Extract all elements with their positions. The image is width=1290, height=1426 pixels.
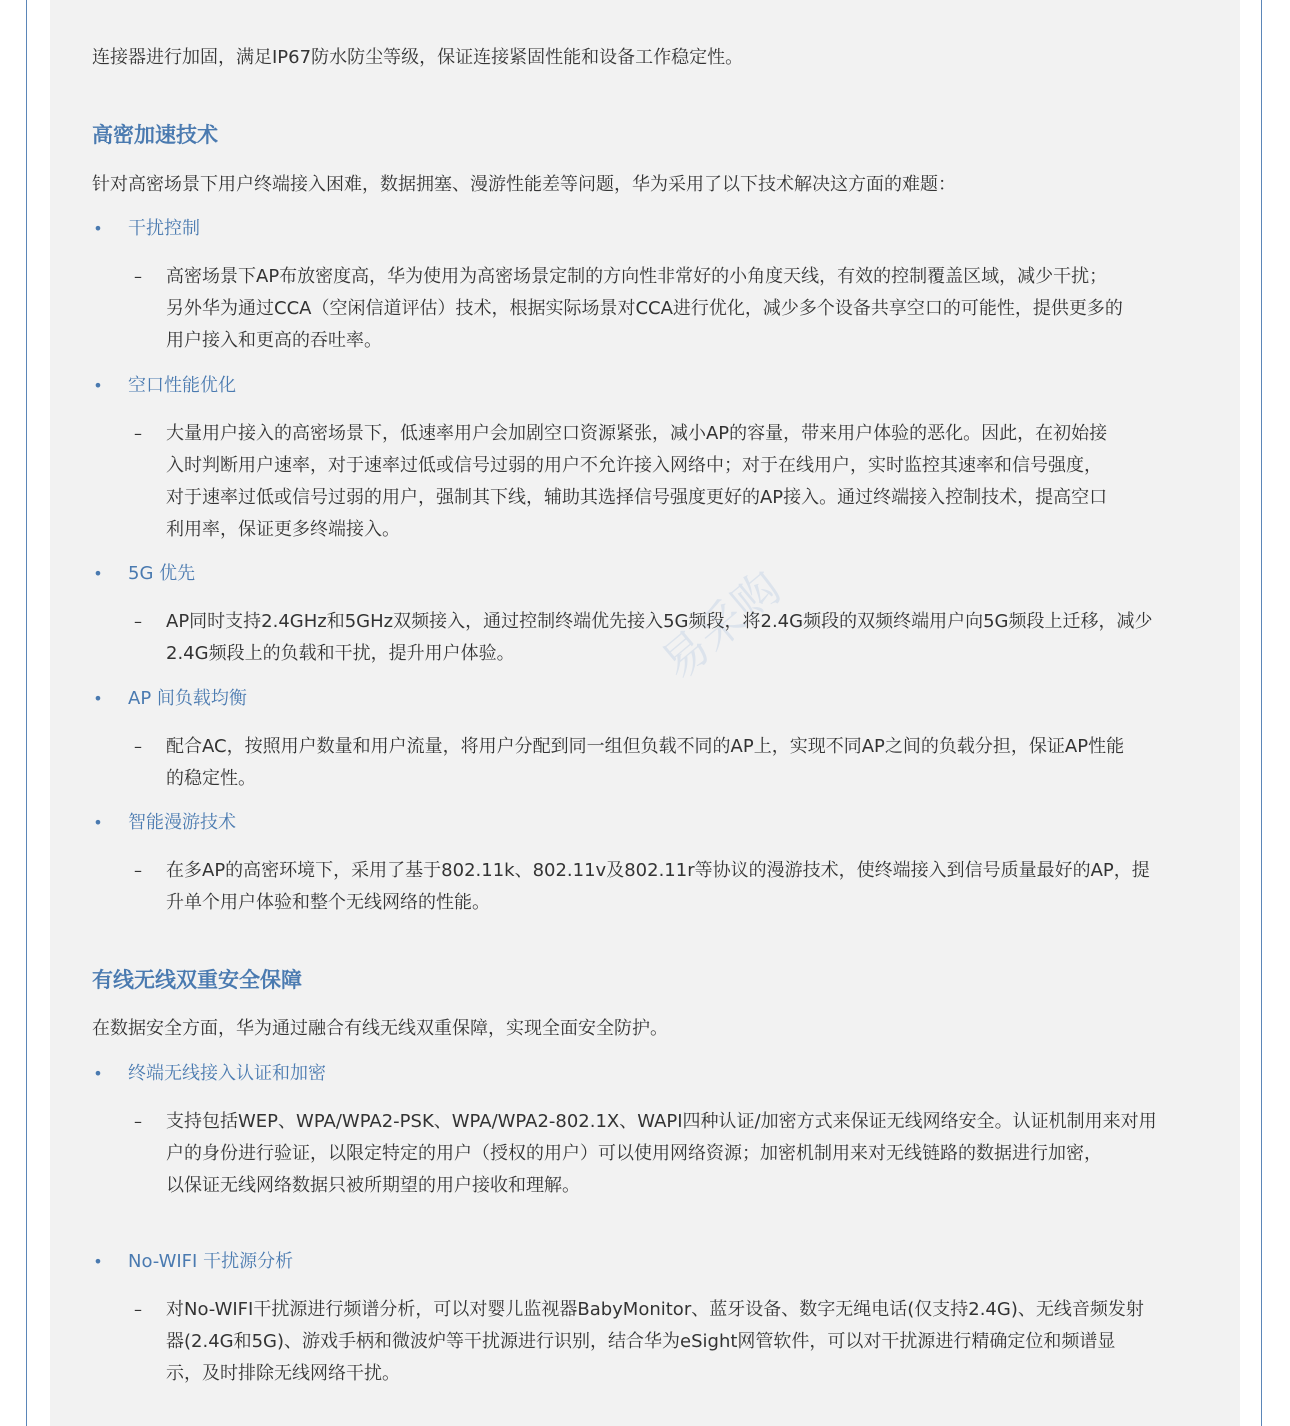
text-line: 器(2.4G和5G)、游戏手柄和微波炉等干扰源进行识别，结合华为eSight网管软件，可以对干扰源进行精确定位和频谱显 [166, 1331, 1116, 1352]
dash-icon: – [134, 737, 142, 756]
dash-icon: – [134, 861, 142, 880]
text-line: 利用率，保证更多终端接入。 [166, 519, 400, 540]
sub-item-text [166, 1106, 1200, 1202]
bullet-icon: • [93, 1252, 103, 1271]
section-heading-security: 有线无线双重安全保障 [92, 968, 302, 992]
text-line: 对于速率过低或信号过弱的用户，强制其下线，辅助其选择信号强度更好的AP接入。通过终端接入控制技术，提高空口 [166, 487, 1108, 508]
sub-item-text [166, 1294, 1200, 1390]
text-line: 用户接入和更高的吞吐率。 [166, 330, 382, 351]
list-item-label: 空口性能优化 [128, 375, 236, 396]
text-line: 2.4G频段上的负载和干扰，提升用户体验。 [166, 643, 515, 664]
section-lead-high-density: 针对高密场景下用户终端接入困难，数据拥塞、漫游性能差等问题，华为采用了以下技术解决这方面的难题： [92, 174, 956, 195]
bullet-icon: • [93, 813, 103, 832]
section-lead-security: 在数据安全方面，华为通过融合有线无线双重保障，实现全面安全防护。 [92, 1018, 668, 1039]
text-line: 户的身份进行验证，以限定特定的用户（授权的用户）可以使用网络资源；加密机制用来对无线链路的数据进行加密， [166, 1143, 1102, 1164]
dash-icon: – [134, 424, 142, 443]
text-line: 的稳定性。 [166, 768, 256, 789]
bullet-icon: • [93, 564, 103, 583]
text-line: 另外华为通过CCA（空闲信道评估）技术，根据实际场景对CCA进行优化，减少多个设备共享空口的可能性，提供更多的 [166, 298, 1123, 319]
bullet-icon: • [93, 1064, 103, 1083]
dash-icon: – [134, 612, 142, 631]
bullet-icon: • [93, 376, 103, 395]
intro-paragraph: 连接器进行加固，满足IP67防水防尘等级，保证连接紧固性能和设备工作稳定性。 [92, 47, 744, 68]
watermark: 易采购 [650, 560, 792, 691]
text-line: 支持包括WEP、WPA/WPA2-PSK、WPA/WPA2-802.1X、WAPI四种认证/加密方式来保证无线网络安全。认证机制用来对用 [166, 1111, 1157, 1132]
list-item-label: 干扰控制 [128, 218, 200, 239]
bullet-icon: • [93, 689, 103, 708]
section-heading-high-density: 高密加速技术 [92, 123, 218, 147]
dash-icon: – [134, 1300, 142, 1319]
text-line: 示，及时排除无线网络干扰。 [166, 1363, 400, 1384]
sub-item-text [166, 418, 1200, 546]
sub-item-text [166, 855, 1200, 919]
list-item-label: 智能漫游技术 [128, 812, 236, 833]
text-line: 对No-WIFI干扰源进行频谱分析，可以对婴儿监视器BabyMonitor、蓝牙设备、数字无绳电话(仅支持2.4G)、无线音频发射 [166, 1299, 1144, 1320]
sub-item-text [166, 731, 1200, 795]
list-item-label: AP 间负载均衡 [128, 688, 247, 709]
list-item-label: 终端无线接入认证和加密 [128, 1063, 326, 1084]
text-line: 入时判断用户速率，对于速率过低或信号过弱的用户不允许接入网络中；对于在线用户，实时监控其速率和信号强度， [166, 455, 1102, 476]
text-line: AP同时支持2.4GHz和5GHz双频接入，通过控制终端优先接入5G频段，将2.4G频段的双频终端用户向5G频段上迁移，减少 [166, 611, 1153, 632]
list-item-label: No-WIFI 干扰源分析 [128, 1251, 294, 1272]
text-line: 在多AP的高密环境下，采用了基于802.11k、802.11v及802.11r等协议的漫游技术，使终端接入到信号质量最好的AP，提 [166, 860, 1150, 881]
dash-icon: – [134, 267, 142, 286]
dash-icon: – [134, 1112, 142, 1131]
bullet-icon: • [93, 219, 103, 238]
text-line: 以保证无线网络数据只被所期望的用户接收和理解。 [166, 1175, 580, 1196]
list-item-label: 5G 优先 [128, 563, 196, 584]
text-line: 配合AC，按照用户数量和用户流量，将用户分配到同一组但负载不同的AP上，实现不同AP之间的负载分担，保证AP性能 [166, 736, 1125, 757]
sub-item-text [166, 606, 1200, 670]
text-line: 大量用户接入的高密场景下，低速率用户会加剧空口资源紧张，减小AP的容量，带来用户体验的恶化。因此，在初始接 [166, 423, 1108, 444]
text-line: 升单个用户体验和整个无线网络的性能。 [166, 892, 490, 913]
sub-item-text [166, 261, 1200, 357]
text-line: 高密场景下AP布放密度高，华为使用为高密场景定制的方向性非常好的小角度天线，有效的控制覆盖区域，减少干扰； [166, 266, 1108, 287]
